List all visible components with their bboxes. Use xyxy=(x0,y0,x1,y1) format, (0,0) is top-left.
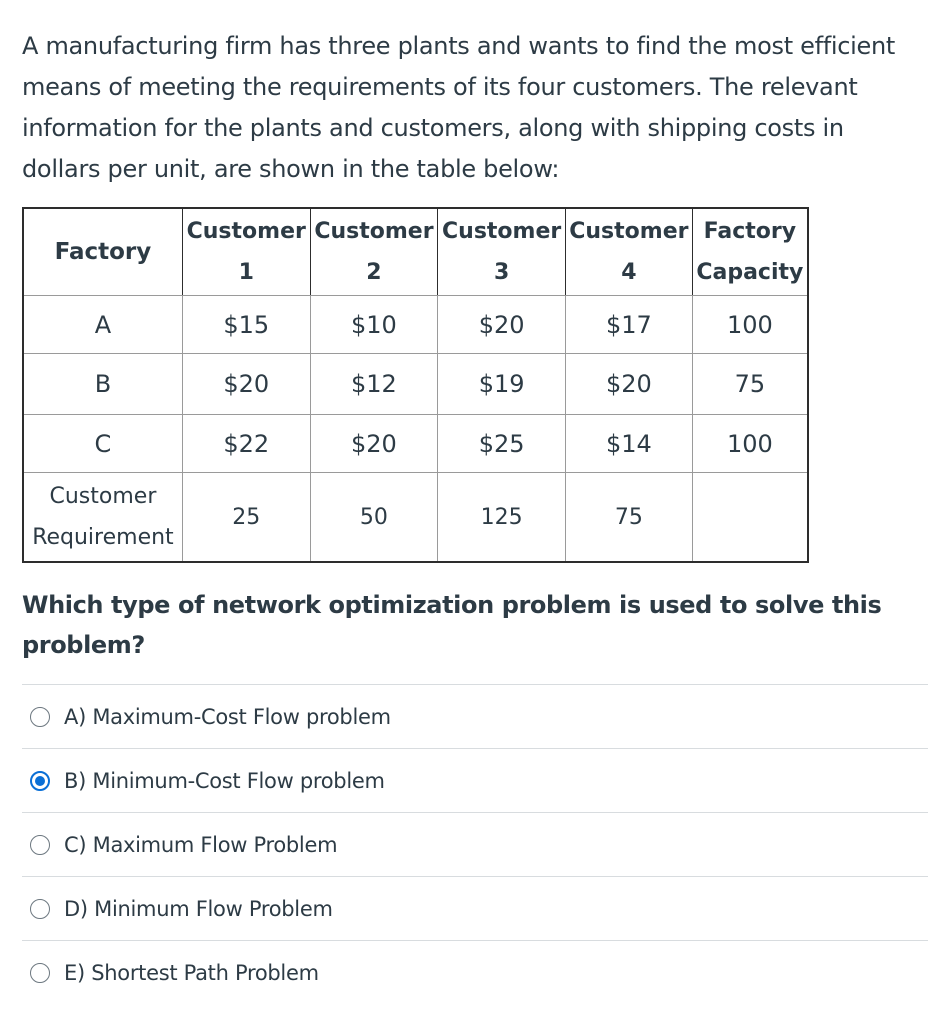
cost-cell: $25 xyxy=(438,415,566,473)
capacity-cell: 75 xyxy=(692,354,808,415)
table-row xyxy=(23,354,808,415)
requirement-cell: 25 xyxy=(182,473,310,563)
answer-option-e[interactable] xyxy=(22,940,928,1004)
factory-label: C xyxy=(23,415,182,473)
answer-label: E) Shortest Path Problem xyxy=(64,960,319,985)
table-header-row xyxy=(23,208,808,296)
answer-option-c[interactable] xyxy=(22,812,928,876)
radio-button-icon[interactable] xyxy=(30,899,50,919)
capacity-cell: 100 xyxy=(692,415,808,473)
question-intro: A manufacturing firm has three plants and wants to find the most efficient means of meeting the requirements of its four customers. The relevant information for the plants and customers, along with shipping costs in dollars per unit, are shown in the table below: xyxy=(22,32,896,183)
requirement-cell: 50 xyxy=(310,473,438,563)
radio-button-icon[interactable] xyxy=(30,771,50,791)
answer-options xyxy=(22,684,928,1004)
factory-label: B xyxy=(23,354,182,415)
answer-label: C) Maximum Flow Problem xyxy=(64,832,338,857)
header-customer-1: Customer 1 xyxy=(182,208,310,296)
cost-cell: $12 xyxy=(310,354,438,415)
answer-option-a[interactable] xyxy=(22,684,928,748)
cost-cell: $17 xyxy=(565,296,692,354)
header-factory-capacity: Factory Capacity xyxy=(692,208,808,296)
cost-cell: $22 xyxy=(182,415,310,473)
cost-cell: $20 xyxy=(438,296,566,354)
cost-cell: $20 xyxy=(182,354,310,415)
factory-label: A xyxy=(23,296,182,354)
answer-label: A) Maximum-Cost Flow problem xyxy=(64,704,391,729)
cost-cell: $14 xyxy=(565,415,692,473)
cost-cell: $15 xyxy=(182,296,310,354)
table-row xyxy=(23,296,808,354)
requirement-label: Customer Requirement xyxy=(23,473,182,563)
cost-cell: $20 xyxy=(310,415,438,473)
table-corner-header: Factory xyxy=(23,208,182,296)
radio-button-icon[interactable] xyxy=(30,963,50,983)
radio-button-icon[interactable] xyxy=(30,835,50,855)
capacity-cell: 100 xyxy=(692,296,808,354)
cost-cell: $10 xyxy=(310,296,438,354)
answer-label: D) Minimum Flow Problem xyxy=(64,896,333,921)
cost-cell: $20 xyxy=(565,354,692,415)
shipping-cost-table xyxy=(22,207,809,563)
requirement-cell: 75 xyxy=(565,473,692,563)
header-customer-2: Customer 2 xyxy=(310,208,438,296)
cost-cell: $19 xyxy=(438,354,566,415)
table-row xyxy=(23,415,808,473)
requirement-row xyxy=(23,473,808,563)
requirement-cell: 125 xyxy=(438,473,566,563)
question-prompt: Which type of network optimization problem is used to solve this problem? xyxy=(22,591,882,659)
radio-button-icon[interactable] xyxy=(30,707,50,727)
header-customer-3: Customer 3 xyxy=(438,208,566,296)
requirement-capacity-cell xyxy=(692,473,808,563)
answer-label: B) Minimum-Cost Flow problem xyxy=(64,768,385,793)
answer-option-b[interactable] xyxy=(22,748,928,812)
answer-option-d[interactable] xyxy=(22,876,928,940)
header-customer-4: Customer 4 xyxy=(565,208,692,296)
